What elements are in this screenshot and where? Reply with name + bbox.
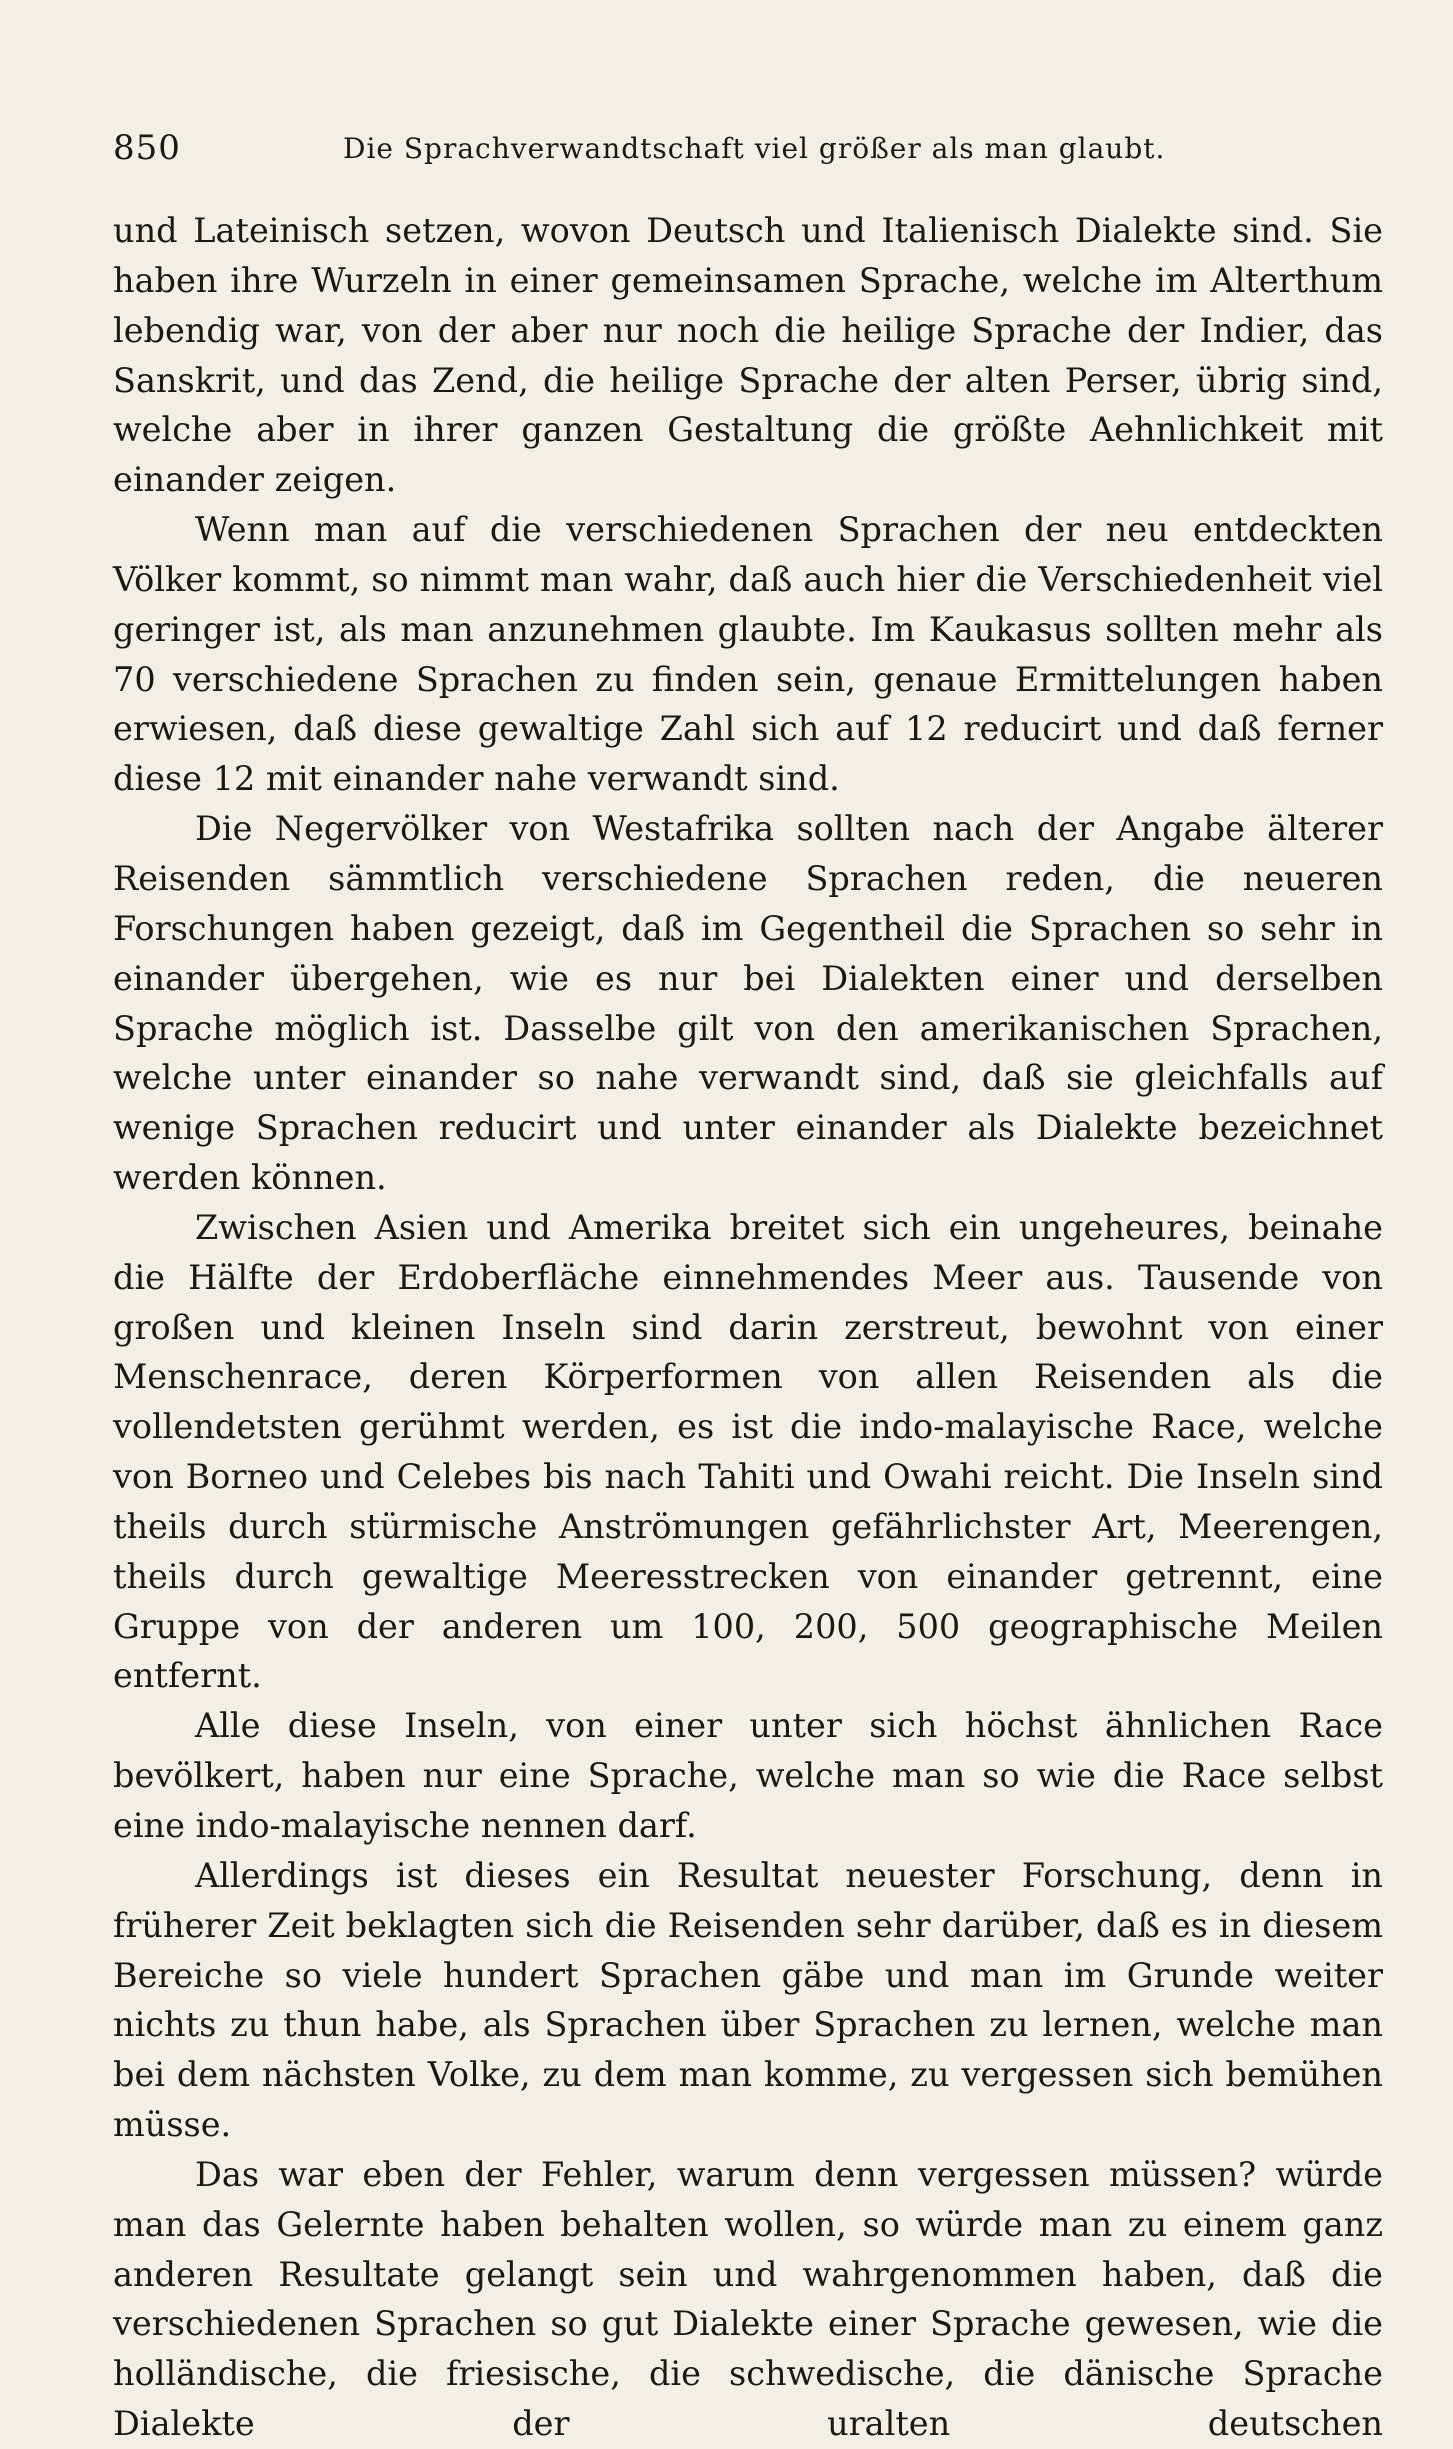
paragraph-continuation: und Lateinisch setzen, wovon Deutsch und Italienisch Dialekte sind. Sie haben ihre Wurzeln in einer gemeinsamen Sprache, welche im Alterthum lebendig war, von der aber nur noch die heilige Sprache der Indier, das Sanskrit, und das Zend, die heilige Sprache der alten Perser, übrig sind, welche aber in ihrer ganzen Gestaltung die größte Aehnlichkeit mit einander zeigen. (113, 211, 1383, 500)
paragraph-asien-amerika: Zwischen Asien und Amerika breitet sich ein ungeheures, beinahe die Hälfte der Erdoberfläche einnehmendes Meer aus. Tausende von großen und kleinen Inseln sind darin zerstreut, bewohnt von einer Menschenrace, deren Körperformen von allen Reisenden als die vollendetsten gerühmt werden, es ist die indo-malayische Race, welche von Borneo und Celebes bis nach Tahiti und Owahi reicht. Die Inseln sind theils durch stürmische Anströmungen gefährlichster Art, Meerengen, theils durch gewaltige Meeresstrecken von einander getrennt, eine Gruppe von der anderen um 100, 200, 500 geographische Meilen entfernt. (113, 1207, 1383, 1696)
paragraph-inseln: Alle diese Inseln, von einer unter sich höchst ähnlichen Race bevölkert, haben nur eine Sprache, welche man so wie die Race selbst eine indo-malayische nennen darf. (113, 1706, 1383, 1845)
page-header (113, 128, 1383, 178)
page-number: 850 (113, 128, 181, 168)
paragraph-westafrika: Die Negervölker von Westafrika sollten nach der Angabe älterer Reisenden sämmtlich verschiedene Sprachen reden, die neueren Forschungen haben gezeigt, daß im Gegentheil die Sprachen so sehr in einander übergehen, wie es nur bei Dialekten einer und derselben Sprache möglich ist. Dasselbe gilt von den amerikanischen Sprachen, welche unter einander so nahe verwandt sind, daß sie gleichfalls auf wenige Sprachen reducirt und unter einander als Dialekte bezeichnet werden können. (113, 809, 1383, 1198)
body-text (113, 206, 1383, 2449)
running-title: Die Sprachverwandtschaft viel größer als man glaubt. (343, 132, 1166, 165)
paragraph-kaukasus: Wenn man auf die verschiedenen Sprachen der neu entdeckten Völker kommt, so nimmt man wahr, daß auch hier die Verschiedenheit viel geringer ist, als man anzunehmen glaubte. Im Kaukasus sollten mehr als 70 verschiedene Sprachen zu finden sein, genaue Ermittelungen haben erwiesen, daß diese gewaltige Zahl sich auf 12 reducirt und daß ferner diese 12 mit einander nahe verwandt sind. (113, 510, 1383, 799)
paragraph-fehler: Das war eben der Fehler, warum denn vergessen müssen? würde man das Gelernte haben behalten wollen, so würde man zu einem ganz anderen Resultate gelangt sein und wahrgenommen haben, daß die verschiedenen Sprachen so gut Dialekte einer Sprache gewesen, wie die holländische, die friesische, die schwedische, die dänische Sprache Dialekte der uralten deutschen (113, 2154, 1383, 2444)
paragraph-forschung: Allerdings ist dieses ein Resultat neuester Forschung, denn in früherer Zeit beklagten sich die Reisenden sehr darüber, daß es in diesem Bereiche so viele hundert Sprachen gäbe und man im Grunde weiter nichts zu thun habe, als Sprachen über Sprachen zu lernen, welche man bei dem nächsten Volke, zu dem man komme, zu vergessen sich bemühen müsse. (113, 1855, 1383, 2145)
